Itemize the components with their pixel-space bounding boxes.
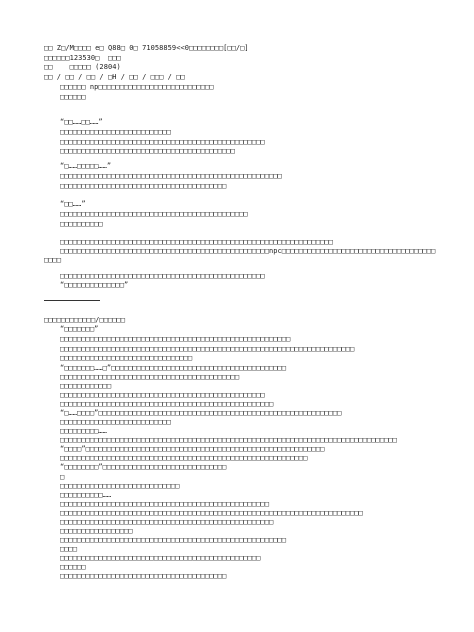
section-line: “□□□□□□□” <box>60 325 99 333</box>
section-line: “□……□□□□”□□□□□□□□□□□□□□□□□□□□□□□□□□□□□□□□□□□□□□□□□□□□□□□□□□□□□□□□□ <box>60 409 342 417</box>
body-line: “□……□□□□□……” <box>60 162 112 170</box>
body-line: □□□□ <box>44 256 62 264</box>
header-line-subtitle: □□□□□□ np□□□□□□□□□□□□□□□□□□□□□□□□□□□ <box>60 83 214 91</box>
section-line: □□□□□□□□□□□□□□□□□□□□□□□□□□□□□□□□□□□□□□□□□□□□□□□□□□ <box>60 400 274 408</box>
body-line: “□□□□□□□□□□□□□□” <box>60 281 129 289</box>
body-line: □□□□□□□□□□□□□□□□□□□□□□□□□□ <box>60 128 171 136</box>
section-heading: □□□□□□□□□□□□/□□□□□□ <box>44 316 126 324</box>
section-line: □□□□□□□□□□□□□□□□□ <box>60 527 133 535</box>
section-line: □□□□□□□□□□□□□□□□□□□□□□□□□□□□□□□□□□□□□□□□□□□□□□□□□□□□□□□□□□□□□□□□□□□□□□□ <box>60 509 363 517</box>
header-line-count: □□ □□□□□ (2804) <box>44 63 121 71</box>
body-line: □□□□□□□□□□□□□□□□□□□□□□□□□□□□□□□□□□□□□□□ <box>60 182 227 190</box>
section-line: □□□□□□□□□□□□□□□□□□□□□□□□□□□□□□□□□□□□□□□□□□□□□□□ <box>60 554 261 562</box>
section-line: □□□□□□□□□□□□□□□□□□□□□□□□□□□□□□□□□□□□□□□□□□□□□□□□□□□□□□□□□□□□□□□□□□□□□□□□□□□□□□□ <box>60 436 397 444</box>
body-line: □□□□□□□□□□□□□□□□□□□□□□□□□□□□□□□□□□□□□□□□□□□□□□□□ <box>60 272 265 280</box>
section-line: □□□□□□□□□□□□ <box>60 382 112 390</box>
section-line: □□□□□□□□□□□□□□□□□□□□□□□□□□□□□□□□□□□□□□□□□□□□□□□□□ <box>60 500 269 508</box>
section-line: □□□□ <box>60 545 78 553</box>
section-line: □□□□□□□□□□□□□□□□□□□□□□□□□□□□□□□□□□□□□□□□□□□□□□□□□□□□□□ <box>60 335 291 343</box>
section-divider <box>44 300 100 301</box>
section-line: □ <box>60 473 65 481</box>
section-line: “□□□□□□□□”□□□□□□□□□□□□□□□□□□□□□□□□□□□□□ <box>60 463 227 471</box>
section-line: □□□□□□□□□□□□□□□□□□□□□□□□□□□□□□□□□□□□□□□□□□□□□□□□□□□□□□□□□□□□□□□□□□□□□ <box>60 345 355 353</box>
header-line-breadcrumb: □□ / □□ / □□ / □H / □□ / □□□ / □□ <box>44 73 185 81</box>
section-line: “□□□□”□□□□□□□□□□□□□□□□□□□□□□□□□□□□□□□□□□□□□□□□□□□□□□□□□□□□□□□□ <box>60 445 325 453</box>
body-line: □□□□□□□□□□□□□□□□□□□□□□□□□□□□□□□□□□□□□□□□□□□□□□□□ <box>60 138 265 146</box>
section-line: □□□□□□□□□□□□□□□□□□□□□□□□□□□□□□□□□□□□□□□ <box>60 572 227 580</box>
section-line: □□□□□□□□□□□□□□□□□□□□□□□□□□□□□□□□□□□□□□□□□□ <box>60 373 240 381</box>
section-line: □□□□□□□□□□□□□□□□□□□□□□□□□□□□□□□ <box>60 354 193 362</box>
section-line: □□□□□□□□□□□□□□□□□□□□□□□□□□□□□□□□□□□□□□□□□□□□□□□□□□□□□□□□□□ <box>60 454 308 462</box>
section-line: □□□□□□□□□□□□□□□□□□□□□□□□□□□□ <box>60 482 180 490</box>
section-line: □□□□□□□□□□□□□□□□□□□□□□□□□□□□□□□□□□□□□□□□□□□□□□□□□□ <box>60 518 274 526</box>
body-line: □□□□□□□□□□ <box>60 220 103 228</box>
header-line-id: □□□□□□123530□ □□□ <box>44 54 121 62</box>
body-line: □□□□□□□□□□□□□□□□□□□□□□□□□□□□□□□□□□□□□□□□□□□□□□□□□□□□□□□□□□□□□□□□ <box>60 238 333 246</box>
body-line: □□□□□□□□□□□□□□□□□□□□□□□□□□□□□□□□□□□□□□□□□□□□ <box>60 210 248 218</box>
section-line: “□□□□□□□……□”□□□□□□□□□□□□□□□□□□□□□□□□□□□□□□□□□□□□□□□□□ <box>60 364 287 372</box>
section-line: □□□□□□□□□□…… <box>60 491 112 499</box>
section-line: □□□□□□□□□…… <box>60 427 107 435</box>
section-line: □□□□□□ <box>60 563 86 571</box>
header-line-author: □□□□□□ <box>60 93 86 101</box>
section-line: □□□□□□□□□□□□□□□□□□□□□□□□□□□□□□□□□□□□□□□□□□□□□□□□ <box>60 391 265 399</box>
section-line: □□□□□□□□□□□□□□□□□□□□□□□□□□ <box>60 418 171 426</box>
section-line: □□□□□□□□□□□□□□□□□□□□□□□□□□□□□□□□□□□□□□□□□□□□□□□□□□□□□ <box>60 536 287 544</box>
body-line: □□□□□□□□□□□□□□□□□□□□□□□□□□□□□□□□□□□□□□□□□ <box>60 147 235 155</box>
body-line: “□□……□□……” <box>60 118 103 126</box>
body-line: “□□……” <box>60 200 86 208</box>
body-line: □□□□□□□□□□□□□□□□□□□□□□□□□□□□□□□□□□□□□□□□□□□□□□□□□npc□□□□□□□□□□□□□□□□□□□□□□□□□□□□□□□□□□□□ <box>60 247 436 255</box>
body-line: □□□□□□□□□□□□□□□□□□□□□□□□□□□□□□□□□□□□□□□□□□□□□□□□□□□□ <box>60 172 282 180</box>
header-line-title: □□ Z□/M□□□□ e□ Q88□ 0□ 71058859<<0□□□□□□□□[□□/□] <box>44 44 249 52</box>
